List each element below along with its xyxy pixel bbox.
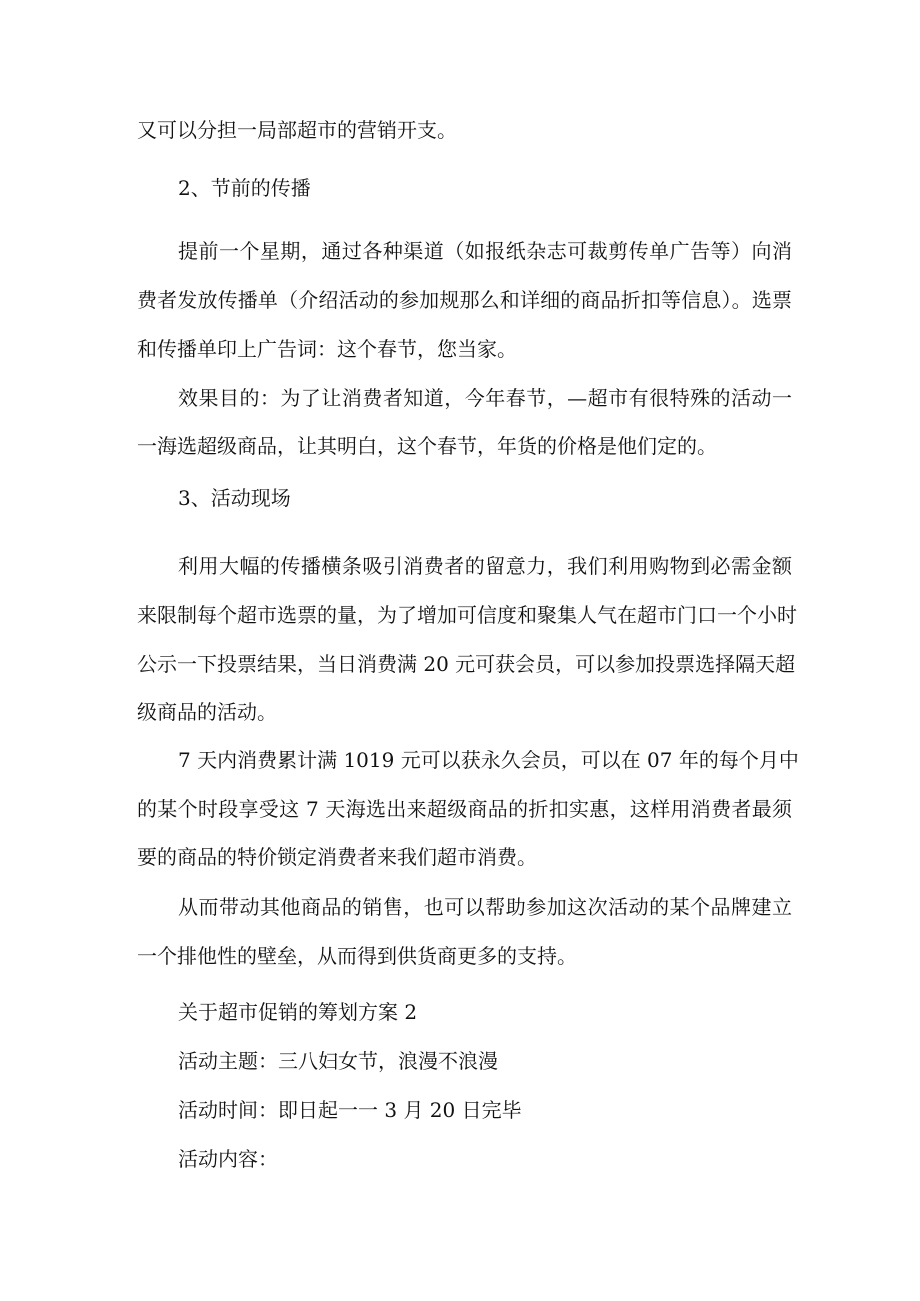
paragraph-line: 的某个时段享受这 7 天海选出来超级商品的折扣实惠，这样用消费者最须 [137, 797, 792, 821]
section-heading: 关于超市促销的筹划方案 2 [178, 1000, 418, 1024]
paragraph-line: 利用大幅的传播横条吸引消费者的留意力，我们利用购物到必需金额 [178, 554, 792, 578]
paragraph-line: 效果目的：为了让消费者知道，今年春节，—超市有很特殊的活动一 [178, 386, 792, 410]
section-heading: 2、节前的传播 [178, 176, 311, 200]
paragraph-line: 活动内容： [178, 1147, 278, 1171]
paragraph-line: 7 天内消费累计满 1019 元可以获永久会员，可以在 07 年的每个月中 [178, 748, 799, 772]
paragraph-line: 和传播单印上广告词：这个春节，您当家。 [137, 337, 517, 361]
paragraph-line: 提前一个星期，通过各种渠道（如报纸杂志可裁剪传单广告等）向消 [178, 239, 792, 263]
paragraph-line: 来限制每个超市选票的量，为了增加可信度和聚集人气在超市门口一个小时 [137, 603, 797, 627]
section-heading: 3、活动现场 [178, 486, 291, 510]
paragraph-line: 费者发放传播单（介绍活动的参加规那么和详细的商品折扣等信息）。选票 [137, 288, 792, 312]
paragraph-line: 从而带动其他商品的销售，也可以帮助参加这次活动的某个品牌建立 [178, 895, 792, 919]
paragraph-line: 一个排他性的壁垒，从而得到供货商更多的支持。 [137, 944, 577, 968]
paragraph-line: 要的商品的特价锁定消费者来我们超市消费。 [137, 845, 537, 869]
paragraph-line: 又可以分担一局部超市的营销开支。 [137, 118, 457, 142]
paragraph-line: 级商品的活动。 [137, 700, 277, 724]
paragraph-line: 活动时间：即日起一一 3 月 20 日完毕 [178, 1098, 522, 1122]
paragraph-line: 一海选超级商品，让其明白，这个春节，年货的价格是他们定的。 [137, 434, 717, 458]
paragraph-line: 公示一下投票结果，当日消费满 20 元可获会员，可以参加投票选择隔天超 [137, 652, 796, 676]
paragraph-line: 活动主题：三八妇女节，浪漫不浪漫 [178, 1049, 498, 1073]
